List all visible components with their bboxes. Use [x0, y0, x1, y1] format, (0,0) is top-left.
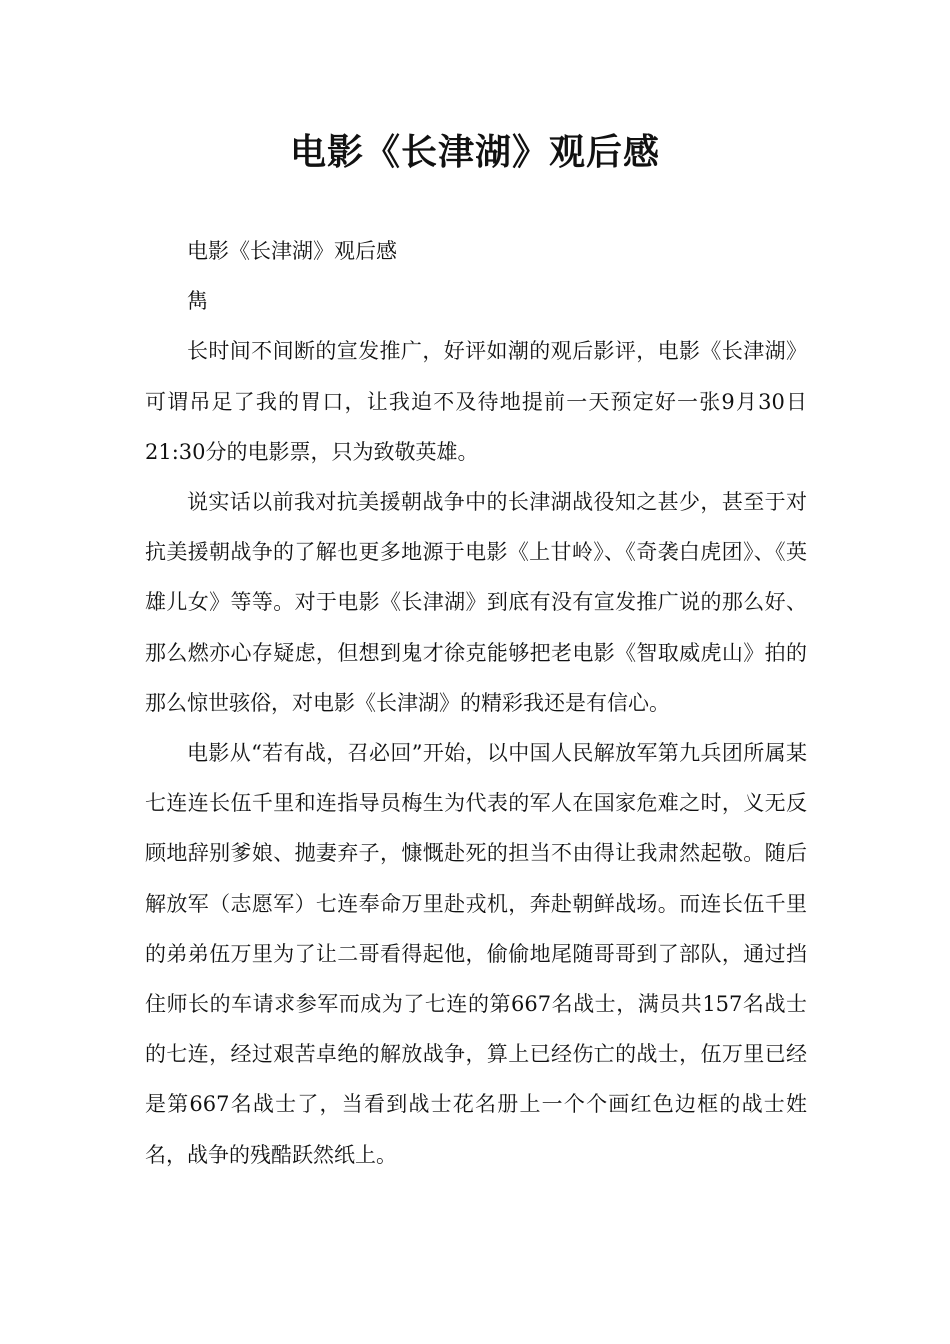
author-paragraph: 雋 [187, 289, 208, 314]
document-title: 电影《长津湖》观后感 [289, 132, 660, 173]
subtitle-paragraph: 电影《长津湖》观后感 [187, 239, 397, 263]
body-paragraph-3: 电影从“若有战，召必回”开始，以中国人民解放军第九兵团所属某七连连长伍千里和连指导员梅生为代表的军人在国家危难之时，义无反顾地辞别爹娘、抛妻弃子，慷慨赴死的担当不由得让我肃然起敬。随后解放军（志愿军）七连奉命万里赴戎机，奔赴朝鲜战场。而连长伍千里的弟弟伍万里为了让二哥看得起他，偷偷地尾随哥哥到了部队，通过挡住师长的车请求参军而成为了七连的第667名战士，满员共157名战士的七连，经过艰苦卓绝的解放战争，算上已经伤亡的战士，伍万里已经是第667名战士了，当看到战士花名册上一个个画红色边框的战士姓名，战争的残酷跃然纸上。 [145, 741, 807, 1167]
body-paragraph-1: 长时间不间断的宣发推广，好评如潮的观后影评，电影《长津湖》可谓吊足了我的胃口，让我迫不及待地提前一天预定好一张9月30日21:30分的电影票，只为致敬英雄。 [145, 339, 807, 464]
body-paragraph-2: 说实话以前我对抗美援朝战争中的长津湖战役知之甚少，甚至于对抗美援朝战争的了解也更多地源于电影《上甘岭》、《奇袭白虎团》、《英雄儿女》等等。对于电影《长津湖》到底有没有宣发推广说的那么好、那么燃亦心存疑虑，但想到鬼才徐克能够把老电影《智取威虎山》拍的那么惊世骇俗，对电影《长津湖》的精彩我还是有信心。 [145, 490, 807, 715]
document-body [145, 226, 807, 1180]
